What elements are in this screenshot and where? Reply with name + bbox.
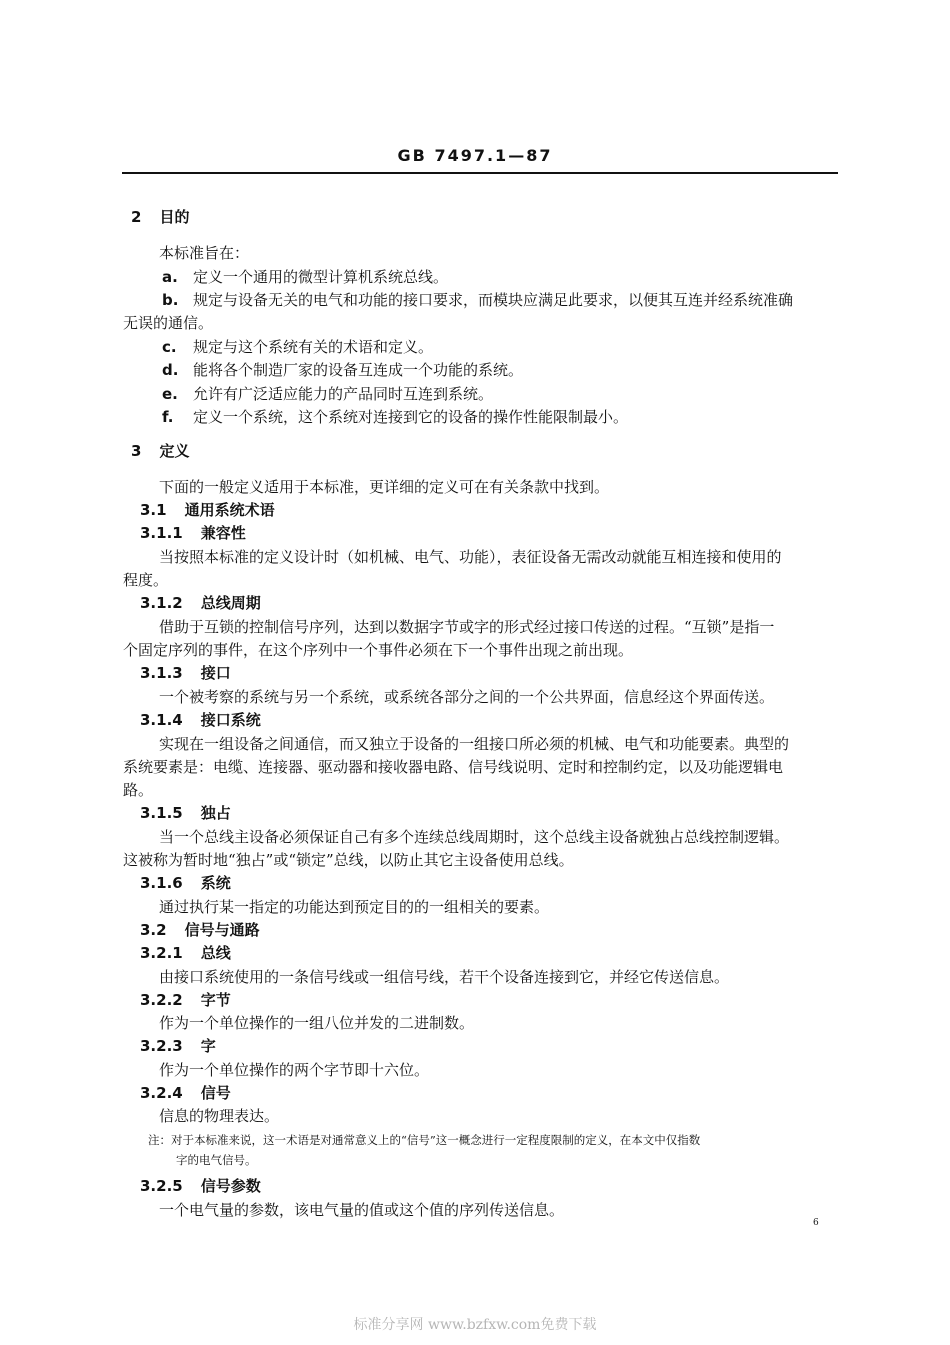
section-3-1-4-text-cont2: 路。 — [123, 781, 154, 799]
section-3-intro: 下面的一般定义适用于本标准，更详细的定义可在有关条款中找到。 — [159, 478, 610, 496]
section-3-2-3-heading: 3.2.3 字 — [140, 1037, 216, 1055]
section-3-2-3-text: 作为一个单位操作的两个字节即十六位。 — [159, 1061, 430, 1079]
section-3-1-4-text: 实现在一组设备之间通信，而又独立于设备的一组接口所必须的机械、电气和功能要素。典型的 — [159, 735, 790, 753]
section-3-1-2-text-cont: 个固定序列的事件，在这个序列中一个事件必须在下一个事件出现之前出现。 — [123, 641, 634, 659]
section-3-1-5-text-cont: 这被称为暂时地“独占”或“锁定”总线，以防止其它主设备使用总线。 — [123, 851, 574, 869]
section-3-2-1-heading: 3.2.1 总线 — [140, 944, 231, 962]
section-3-1-3-text: 一个被考察的系统与另一个系统，或系统各部分之间的一个公共界面，信息经这个界面传送。 — [159, 688, 775, 706]
section-3-2-4-note: 注：对于本标准来说，这一术语是对通常意义上的“信号”这一概念进行一定程度限制的定义，在本文中仅指数 — [148, 1133, 701, 1147]
section-3-2-2-heading: 3.2.2 字节 — [140, 991, 231, 1009]
list-item-a: a. 定义一个通用的微型计算机系统总线。 — [162, 268, 449, 286]
section-3-1-1-heading: 3.1.1 兼容性 — [140, 524, 246, 542]
section-3-1-5-text: 当一个总线主设备必须保证自己有多个连续总线周期时，这个总线主设备就独占总线控制逻辑。 — [159, 828, 790, 846]
section-3-2-5-text: 一个电气量的参数，该电气量的值或这个值的序列传送信息。 — [159, 1201, 565, 1219]
section-3-1-2-heading: 3.1.2 总线周期 — [140, 594, 261, 612]
section-3-1-2-text: 借助于互锁的控制信号序列，达到以数据字节或字的形式经过接口传送的过程。“互锁”是指一 — [159, 618, 775, 636]
list-item-d: d. 能将各个制造厂家的设备互连成一个功能的系统。 — [162, 361, 524, 379]
section-3-1-1-text: 当按照本标准的定义设计时（如机械、电气、功能），表征设备无需改动就能互相连接和使用的 — [159, 548, 782, 566]
list-item-f: f. 定义一个系统，这个系统对连接到它的设备的操作性能限制最小。 — [162, 408, 629, 426]
list-item-b: b. 规定与设备无关的电气和功能的接口要求，而模块应满足此要求，以便其互连并经系统准确 — [162, 291, 794, 309]
page-number: 6 — [813, 1218, 819, 1228]
section-3-2-1-text: 由接口系统使用的一条信号线或一组信号线，若干个设备连接到它，并经它传送信息。 — [159, 968, 730, 986]
section-3-1-1-text-cont: 程度。 — [123, 571, 169, 589]
section-3-1-5-heading: 3.1.5 独占 — [140, 804, 231, 822]
list-item-c: c. 规定与这个系统有关的术语和定义。 — [162, 338, 434, 356]
section-3-1-6-heading: 3.1.6 系统 — [140, 874, 231, 892]
section-3-2-4-text: 信息的物理表达。 — [159, 1107, 280, 1125]
section-3-1-heading: 3.1 通用系统术语 — [140, 501, 275, 519]
section-3-2-2-text: 作为一个单位操作的一组八位并发的二进制数。 — [159, 1014, 475, 1032]
section-2-intro: 本标准旨在： — [159, 244, 250, 262]
section-3-1-4-text-cont: 系统要素是：电缆、连接器、驱动器和接收器电路、信号线说明、定时和控制约定，以及功能逻辑电 — [123, 758, 784, 776]
section-3-2-5-heading: 3.2.5 信号参数 — [140, 1177, 261, 1195]
section-3-2-heading: 3.2 信号与通路 — [140, 921, 260, 939]
section-3-1-3-heading: 3.1.3 接口 — [140, 664, 231, 682]
section-3-1-4-heading: 3.1.4 接口系统 — [140, 711, 261, 729]
section-3-2-4-heading: 3.2.4 信号 — [140, 1084, 231, 1102]
standard-code-header: GB 7497.1—87 — [397, 146, 553, 165]
list-item-e: e. 允许有广泛适应能力的产品同时互连到系统。 — [162, 385, 494, 403]
list-item-b-cont: 无误的通信。 — [123, 314, 214, 332]
watermark-text: 标准分享网 www.bzfxw.com免费下载 — [353, 1317, 597, 1333]
section-3-2-4-note-cont: 字的电气信号。 — [176, 1153, 257, 1167]
section-3-1-6-text: 通过执行某一指定的功能达到预定目的的一组相关的要素。 — [159, 898, 550, 916]
header-rule — [122, 172, 838, 174]
section-3-heading: 3 定义 — [131, 442, 190, 460]
section-2-heading: 2 目的 — [131, 208, 190, 226]
